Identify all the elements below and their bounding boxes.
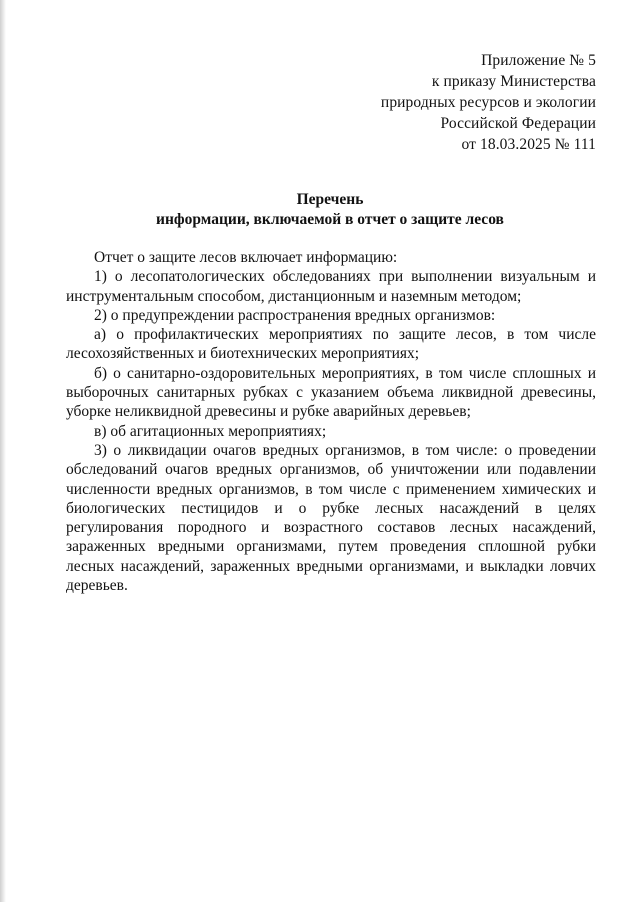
list-item-2c: в) об агитационных мероприятиях;: [94, 422, 327, 440]
list-item-1: 1) о лесопатологических обследованиях при выполнении визуальным и инструментальным способом, дистанционным и наземным методом;: [66, 268, 596, 305]
list-item-2: 2) о предупреждении распространения вредных организмов:: [94, 306, 496, 324]
title-line2: информации, включаемой в отчет о защите лесов: [156, 211, 504, 228]
list-item-2a: а) о профилактических мероприятиях по защите лесов, в том числе лесохозяйственных и биотехнических мероприятиях;: [66, 326, 596, 363]
appendix-header: [381, 50, 596, 155]
list-item-2b: б) о санитарно-оздоровительных мероприятиях, в том числе сплошных и выборочных санитарных рубках с указанием объема ликвидной древесины, уборке неликвидной древесины и рубке аварийных деревьев;: [66, 364, 596, 421]
ministry-name-line1: природных ресурсов и экологии: [380, 94, 596, 111]
document-title: [0, 190, 640, 230]
document-body: [66, 248, 596, 595]
order-reference: к приказу Министерства: [431, 73, 596, 90]
list-item-3: 3) о ликвидации очагов вредных организмов, в том числе: о проведении обследований очагов вредных организмов, об уничтожении или подавлении численности вредных организмов, в том числе с применением химических и биологических пестицидов и о рубке лесных насаждений в целях регулирования породного и возрастного составов лесных насаждений, зараженных вредными организмами, путем проведения сплошной рубки лесных насаждений, зараженных вредными организмами, и выкладки ловчих деревьев.: [66, 441, 596, 595]
appendix-number: Приложение № 5: [481, 52, 596, 69]
intro-paragraph: Отчет о защите лесов включает информацию:: [94, 249, 398, 266]
order-date-number: от 18.03.2025 № 111: [461, 136, 596, 153]
scan-edge-shadow: [0, 0, 6, 902]
ministry-name-line2: Российской Федерации: [440, 115, 596, 132]
title-line1: Перечень: [296, 191, 364, 208]
